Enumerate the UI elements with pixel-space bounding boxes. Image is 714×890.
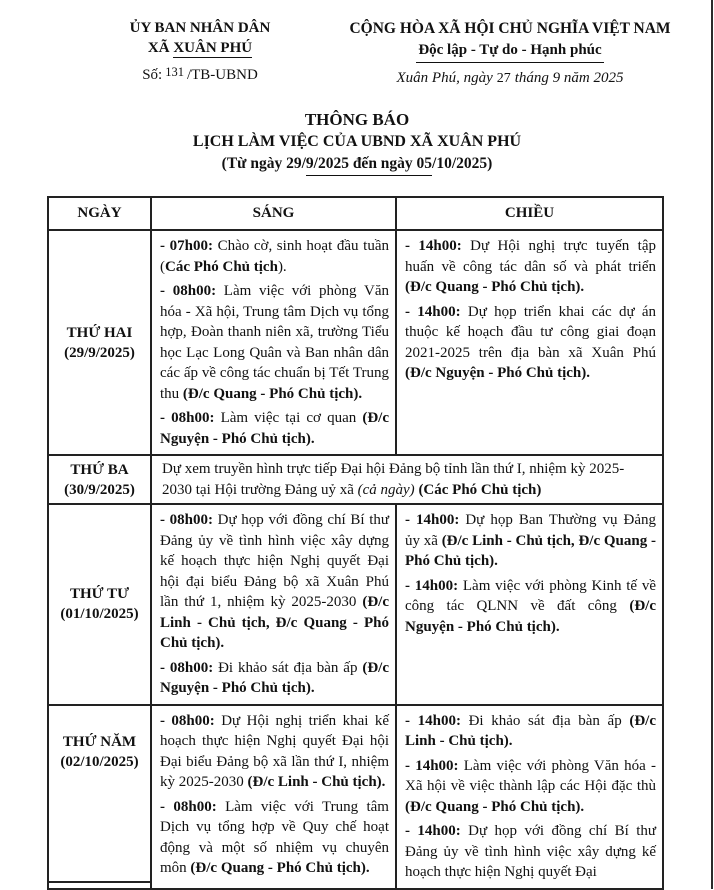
schedule-item (405, 756, 656, 818)
all-day-cell (151, 455, 663, 504)
document-header (0, 0, 714, 87)
day-date: (30/9/2025) (64, 481, 135, 498)
day-date: (01/10/2025) (60, 606, 139, 623)
text-run: (Đ/c Quang - Phó Chủ tịch). (405, 798, 585, 815)
text-run: (Đ/c Linh - Chủ tịch, Đ/c Quang - Phó Chủ tịch). (405, 532, 656, 569)
table-row (48, 230, 663, 455)
table-header-row (48, 197, 663, 230)
schedule-item (405, 510, 656, 572)
text-run: Chào cờ, sinh hoạt đầu tuần ( (160, 238, 389, 275)
text-run: (Đ/c Nguyện - Phó Chủ tịch). (405, 365, 591, 381)
day-cell (48, 705, 151, 889)
national-motto-block (325, 18, 695, 87)
schedule-item (405, 576, 656, 638)
doc-number-label: Số: (142, 67, 163, 83)
text-run: Dự Hội nghị trực tuyến tập huấn về công tác dân số và phát triển (405, 238, 656, 275)
schedule-item (160, 658, 389, 699)
org-name-prefix: XÃ (147, 40, 174, 56)
text-run: Đi khảo sát địa bàn ấp (460, 712, 630, 729)
afternoon-cell (396, 230, 663, 455)
day-label: THỨ TƯ (69, 586, 130, 603)
text-run: - 08h00: (160, 512, 213, 528)
text-run: Làm việc tại cơ quan (214, 410, 363, 426)
day-date: (29/9/2025) (64, 344, 135, 361)
document-title (0, 109, 714, 176)
table-row (48, 455, 663, 504)
text-run: (Đ/c Nguyện - Phó Chủ tịch). (405, 598, 656, 635)
schedule-item (405, 302, 656, 384)
doc-number-suffix: /TB-UBND (186, 67, 258, 83)
text-run: (cả ngày) (357, 481, 415, 498)
morning-cell (151, 504, 396, 705)
text-run: - 08h00: (160, 712, 215, 729)
text-run: Đi khảo sát địa bàn ấp (213, 659, 363, 676)
column-header-afternoon: CHIỀU (396, 197, 663, 230)
title-line2: LỊCH LÀM VIỆC CỦA UBND XÃ XUÂN PHÚ (192, 133, 522, 150)
afternoon-cell (396, 705, 663, 889)
title-underline-rule (306, 175, 432, 176)
text-run: Dự họp Ban Thường vụ Đảng ủy xã (405, 512, 656, 549)
text-run: (Đ/c Nguyện - Phó Chủ tịch). (160, 659, 389, 696)
doc-number-line (75, 67, 325, 84)
text-run: - 14h00: (405, 757, 459, 774)
text-run: Làm việc với Trung tâm Dịch vụ tổng hợp về Quy chế hoạt động và một số nhiệm vụ chuyên môn (160, 798, 389, 876)
column-header-day: NGÀY (48, 197, 151, 230)
day-label: THỨ HAI (66, 324, 133, 341)
place-date-prefix: Xuân Phú, ngày (396, 70, 493, 86)
text-run: Làm việc với phòng Văn hóa - Xã hội về việc thành lập các Hội đặc thù (405, 757, 656, 794)
schedule-item (160, 510, 389, 654)
text-run: - 14h00: (405, 577, 459, 594)
day-cell (48, 230, 151, 455)
org-name-line1: ỦY BAN NHÂN DÂN (129, 20, 271, 36)
text-run: - 08h00: (160, 283, 217, 299)
schedule-item (405, 711, 656, 752)
text-run: Làm việc với phòng Kinh tế về công tác QLNN về đất công (405, 577, 656, 614)
schedule-item (160, 797, 389, 879)
text-run: (Đ/c Quang - Phó Chủ tịch). (182, 385, 363, 402)
schedule-item (160, 408, 389, 449)
text-run: - 08h00: (160, 659, 214, 676)
text-run: - 14h00: (405, 303, 461, 320)
place-date-day: 27 (496, 71, 511, 86)
schedule-item (160, 711, 389, 793)
place-date-line (325, 70, 695, 87)
text-run: (Các Phó Chủ tịch) (418, 481, 542, 498)
org-name-underlined: XUÂN PHÚ (173, 40, 253, 56)
national-motto-line1: CỘNG HÒA XÃ HỘI CHỦ NGHĨA VIỆT NAM (349, 20, 671, 37)
text-run: Làm việc với phòng Văn hóa - Xã hội, Trung tâm Dịch vụ tổng hợp, Đoàn thanh niên xã, trường Tiểu học Lạc Long Quân và Ban nhân dân các ấp về công tác chuẩn bị Tết Trung thu (160, 283, 389, 402)
text-run: Dự xem truyền hình trực tiếp Đại hội Đảng bộ tỉnh lần thứ I, nhiệm kỳ 2025-2030 tại Hội trường Đảng uỷ xã (162, 461, 625, 498)
text-run: Dự Hội nghị triển khai kế hoạch thực hiện Nghị quyết Đại hội Đại biểu Đảng bộ xã lần thứ I, nhiệm kỳ 2025-2030 (160, 712, 389, 790)
table-row (48, 504, 663, 705)
afternoon-cell (396, 504, 663, 705)
schedule-item (405, 236, 656, 298)
title-line1: THÔNG BÁO (304, 110, 410, 129)
text-run: - 08h00: (160, 410, 215, 426)
day-cell (48, 504, 151, 705)
title-line3: (Từ ngày 29/9/2025 đến ngày 05/10/2025) (221, 155, 493, 172)
text-run: Các Phó Chủ tịch (165, 258, 278, 275)
doc-number-value: 131 (165, 65, 184, 79)
morning-cell (151, 230, 396, 455)
day-cell (48, 455, 151, 504)
table-row (48, 705, 663, 889)
text-run: - 08h00: (160, 798, 217, 815)
org-name-line2 (75, 38, 325, 58)
morning-cell (151, 705, 396, 889)
schedule-table (47, 196, 664, 890)
text-run: (Đ/c Quang - Phó Chủ tịch). (190, 860, 370, 876)
text-run: Dự họp triển khai các dự án thuộc kế hoạch đầu tư công giai đoạn 2021-2025 trên địa bàn xã Xuân Phú (405, 303, 656, 361)
text-run: (Đ/c Linh - Chủ tịch). (405, 712, 656, 749)
text-run: Dự họp với đồng chí Bí thư Đảng ủy về tình hình việc xây dựng kế hoạch thực hiện Nghị quyết Đại (405, 823, 656, 880)
page-right-edge-line (711, 0, 713, 889)
day-date: (02/10/2025) (60, 753, 139, 770)
column-header-morning: SÁNG (151, 197, 396, 230)
text-run: (Đ/c Nguyện - Phó Chủ tịch). (160, 410, 389, 447)
text-run: - 14h00: (405, 512, 460, 528)
national-motto-line2: Độc lập - Tự do - Hạnh phúc (416, 39, 603, 63)
text-run: - 07h00: (160, 238, 213, 254)
place-date-suffix: tháng 9 năm 2025 (514, 70, 624, 86)
text-run: - 14h00: (405, 238, 462, 254)
issuing-org-block (75, 18, 325, 87)
schedule-item (160, 236, 389, 277)
text-run: - 14h00: (405, 712, 461, 729)
schedule-item (160, 281, 389, 404)
text-run: ). (277, 258, 287, 275)
text-run: (Đ/c Quang - Phó Chủ tịch). (405, 279, 585, 295)
day-label: THỨ NĂM (62, 733, 137, 750)
schedule-item (405, 821, 656, 883)
day-label: THỨ BA (70, 461, 129, 478)
schedule-item (162, 459, 652, 500)
national-motto-line2-wrap (325, 39, 695, 63)
text-run: - 14h00: (405, 823, 461, 839)
text-run: (Đ/c Linh - Chủ tịch). (247, 774, 386, 790)
text-run: (Đ/c Linh - Chủ tịch, Đ/c Quang - Phó Chủ tịch). (160, 594, 389, 651)
schedule-table-body (48, 230, 663, 889)
text-run: Dự họp với đồng chí Bí thư Đảng ủy về tình hình việc xây dựng kế hoạch thực hiện Nghị quyết Đại hội đại biểu Đảng bộ xã Xuân Phú lần thứ 1, nhiệm kỳ 2025-2030 (160, 512, 389, 610)
